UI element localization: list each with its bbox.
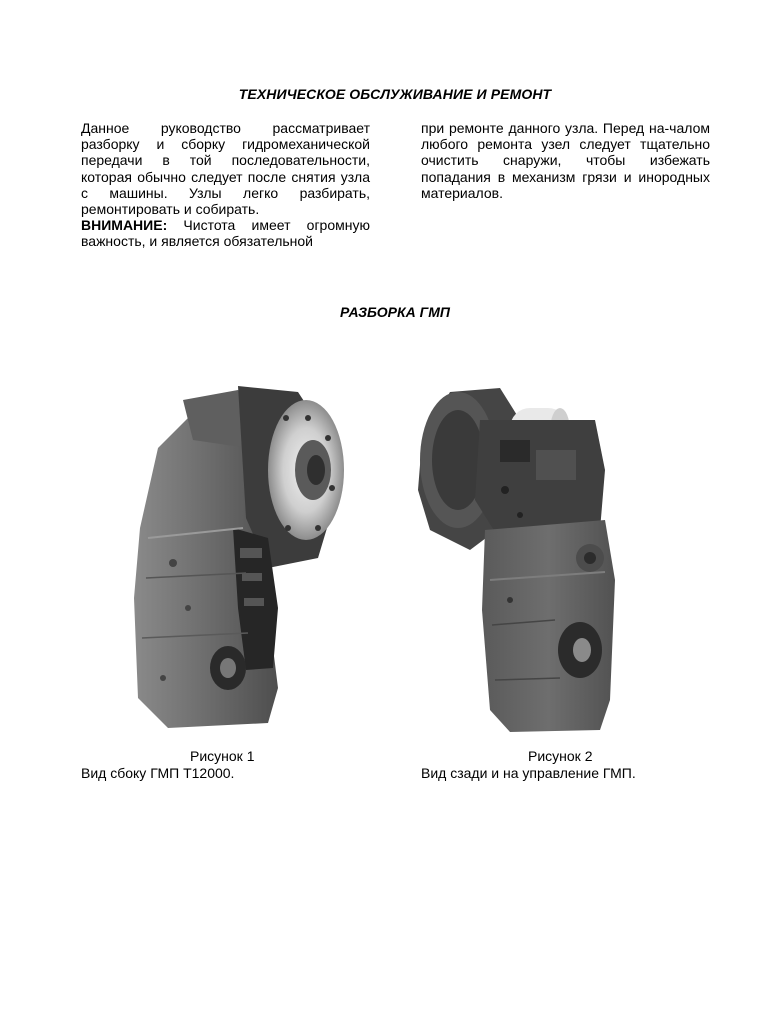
figure-1-photo xyxy=(128,378,358,736)
intro-paragraph: Данное руководство рассматривает разборку и сборку гидромеханической передачи в той последовательности, которая обычно следует после снятия узла с машины. Узлы легко разбирать, ремонтировать и собирать. xyxy=(81,120,370,218)
figure-2-text: Вид сзади и на управление ГМП. xyxy=(421,765,636,781)
warning-text: Чистота имеет огромную важность, и является обязательной xyxy=(81,217,370,250)
warning-label: ВНИМАНИЕ: xyxy=(81,217,168,234)
intro-continuation: при ремонте данного узла. Перед на-чалом любого ремонта узел следует тщательно очистить снаружи, чтобы избежать попадания в механизм грязи и инородных материалов. xyxy=(421,120,710,201)
intro-right-column xyxy=(421,120,710,201)
page-title: ТЕХНИЧЕСКОЕ ОБСЛУЖИВАНИЕ И РЕМОНТ xyxy=(238,86,552,102)
figure-1-number: Рисунок 1 xyxy=(190,748,255,764)
warning-paragraph xyxy=(81,217,370,249)
figure-2-number: Рисунок 2 xyxy=(528,748,593,764)
intro-left-column xyxy=(81,120,370,250)
figure-2-caption xyxy=(421,748,741,782)
figure-2-photo xyxy=(410,380,640,738)
figure-1-text: Вид сбоку ГМП Т12000. xyxy=(81,765,235,781)
section-title: РАЗБОРКА ГМП xyxy=(340,304,450,320)
figure-1-caption xyxy=(81,748,381,782)
